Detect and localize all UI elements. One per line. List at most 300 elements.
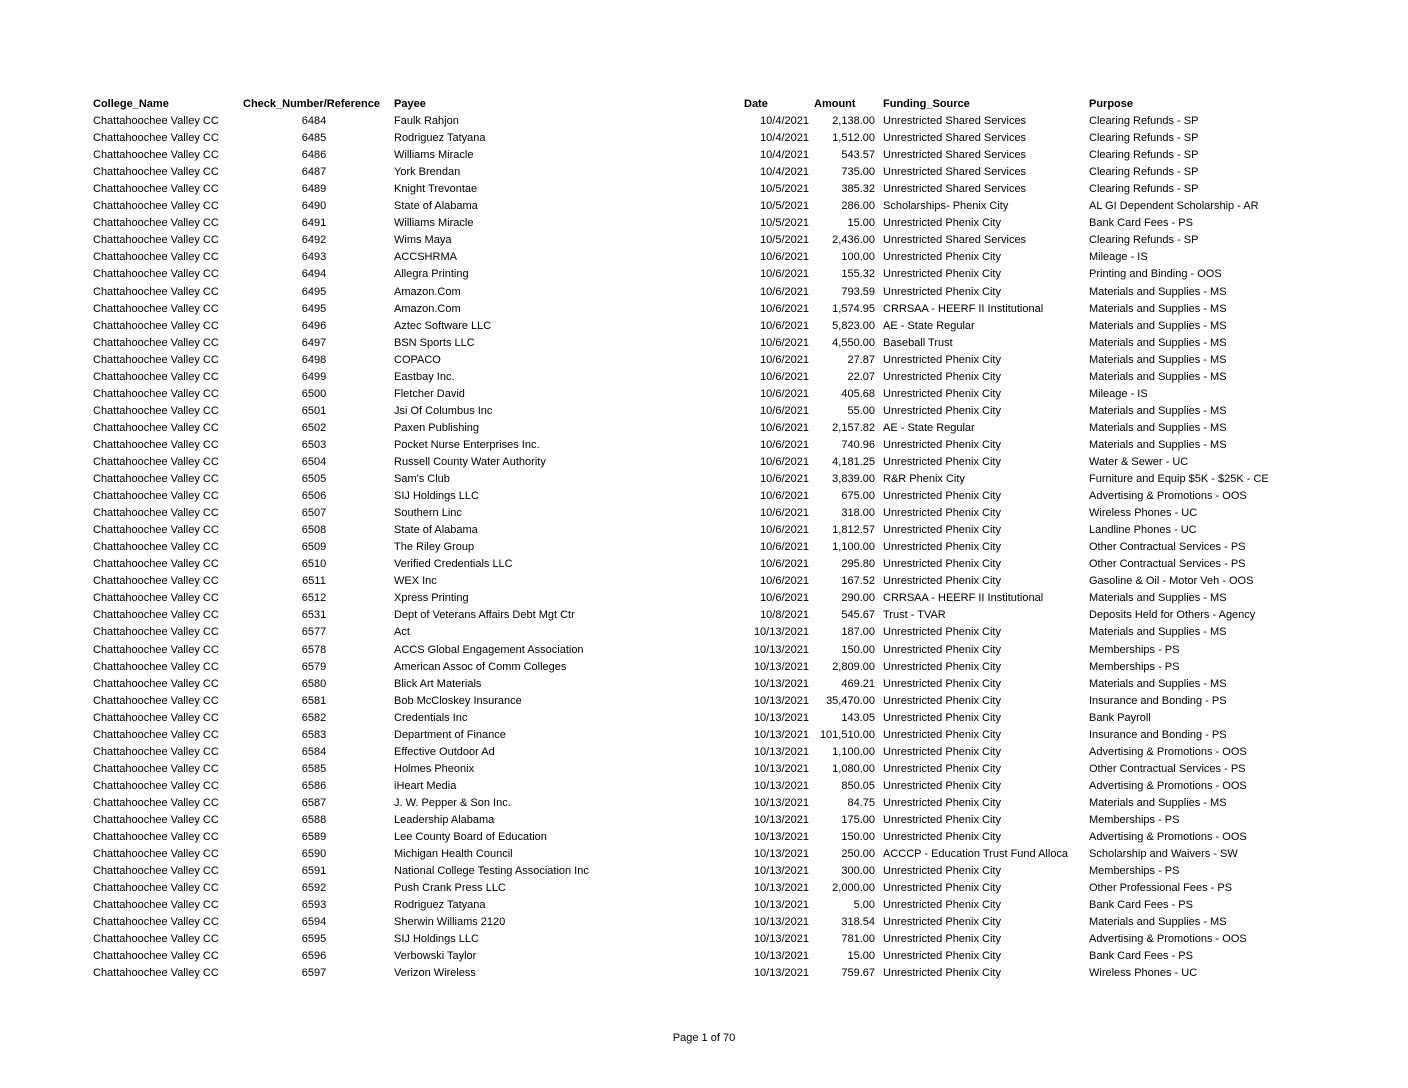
cell-college-name: Chattahoochee Valley CC (93, 933, 219, 946)
cell-amount: 15.00 (847, 217, 875, 230)
cell-amount: 175.00 (841, 813, 875, 826)
table-row (0, 965, 1408, 982)
cell-funding-source: Unrestricted Phenix City (883, 490, 1001, 503)
cell-purpose: Materials and Supplies - MS (1089, 353, 1227, 366)
cell-check-number: 6587 (301, 796, 327, 809)
cell-college-name: Chattahoochee Valley CC (93, 319, 219, 332)
cell-purpose: Memberships - PS (1089, 643, 1180, 656)
table-row (0, 744, 1408, 761)
cell-amount: 4,181.25 (832, 455, 875, 468)
cell-check-number: 6592 (301, 882, 327, 895)
cell-payee: Xpress Printing (394, 592, 469, 605)
cell-amount: 850.05 (841, 779, 875, 792)
cell-amount: 2,138.00 (832, 115, 875, 128)
cell-purpose: Materials and Supplies - MS (1089, 336, 1227, 349)
cell-funding-source: Unrestricted Phenix City (883, 387, 1001, 400)
cell-payee: Lee County Board of Education (394, 831, 547, 844)
table-row (0, 164, 1408, 181)
cell-funding-source: Baseball Trust (883, 336, 953, 349)
cell-amount: 155.32 (841, 268, 875, 281)
cell-payee: Allegra Printing (394, 268, 469, 281)
cell-payee: Rodriguez Tatyana (394, 132, 486, 145)
cell-payee: The Riley Group (394, 541, 475, 554)
cell-payee: York Brendan (394, 166, 461, 179)
table-row (0, 863, 1408, 880)
cell-funding-source: Scholarships- Phenix City (883, 200, 1009, 213)
cell-amount: 167.52 (841, 575, 875, 588)
cell-payee: Dept of Veterans Affairs Debt Mgt Ctr (394, 609, 575, 622)
cell-payee: SIJ Holdings LLC (394, 933, 479, 946)
cell-funding-source: Unrestricted Phenix City (883, 643, 1001, 656)
cell-check-number: 6583 (301, 728, 327, 741)
cell-amount: 1,100.00 (832, 745, 875, 758)
header-purpose: Purpose (1089, 98, 1134, 110)
cell-college-name: Chattahoochee Valley CC (93, 132, 219, 145)
cell-payee: COPACO (394, 353, 441, 366)
cell-check-number: 6487 (301, 166, 327, 179)
cell-purpose: Mileage - IS (1089, 387, 1148, 400)
cell-college-name: Chattahoochee Valley CC (93, 745, 219, 758)
cell-date: 10/5/2021 (760, 200, 809, 213)
cell-payee: Verbowski Taylor (394, 950, 477, 963)
table-row (0, 573, 1408, 590)
cell-check-number: 6594 (301, 916, 327, 929)
cell-college-name: Chattahoochee Valley CC (93, 490, 219, 503)
cell-funding-source: Unrestricted Shared Services (883, 132, 1027, 145)
table-row (0, 215, 1408, 232)
cell-check-number: 6505 (301, 473, 327, 486)
cell-college-name: Chattahoochee Valley CC (93, 950, 219, 963)
cell-funding-source: Unrestricted Phenix City (883, 865, 1001, 878)
cell-college-name: Chattahoochee Valley CC (93, 626, 219, 639)
table-row (0, 931, 1408, 948)
header-check-number: Check_Number/Reference (243, 98, 380, 110)
cell-date: 10/13/2021 (753, 916, 809, 929)
cell-payee: Michigan Health Council (394, 848, 513, 861)
cell-college-name: Chattahoochee Valley CC (93, 473, 219, 486)
cell-funding-source: Unrestricted Phenix City (883, 251, 1001, 264)
cell-purpose: Advertising & Promotions - OOS (1089, 779, 1247, 792)
cell-payee: Blick Art Materials (394, 677, 482, 690)
cell-amount: 295.80 (841, 558, 875, 571)
cell-amount: 405.68 (841, 387, 875, 400)
cell-purpose: Materials and Supplies - MS (1089, 404, 1227, 417)
cell-college-name: Chattahoochee Valley CC (93, 387, 219, 400)
cell-date: 10/6/2021 (760, 370, 809, 383)
cell-funding-source: Unrestricted Phenix City (883, 711, 1001, 724)
cell-funding-source: Trust - TVAR (883, 609, 946, 622)
cell-purpose: Clearing Refunds - SP (1089, 115, 1199, 128)
table-row (0, 693, 1408, 710)
cell-funding-source: Unrestricted Phenix City (883, 728, 1001, 741)
cell-check-number: 6501 (301, 404, 327, 417)
table-row (0, 880, 1408, 897)
table-row (0, 590, 1408, 607)
cell-college-name: Chattahoochee Valley CC (93, 200, 219, 213)
cell-check-number: 6597 (301, 967, 327, 980)
cell-purpose: Water & Sewer - UC (1089, 455, 1189, 468)
cell-college-name: Chattahoochee Valley CC (93, 796, 219, 809)
cell-college-name: Chattahoochee Valley CC (93, 115, 219, 128)
cell-purpose: Memberships - PS (1089, 660, 1180, 673)
cell-amount: 1,512.00 (832, 132, 875, 145)
cell-amount: 143.05 (841, 711, 875, 724)
cell-date: 10/5/2021 (760, 217, 809, 230)
cell-amount: 35,470.00 (826, 694, 875, 707)
cell-date: 10/6/2021 (760, 541, 809, 554)
cell-funding-source: Unrestricted Phenix City (883, 796, 1001, 809)
cell-date: 10/13/2021 (753, 745, 809, 758)
table-row (0, 420, 1408, 437)
cell-funding-source: Unrestricted Shared Services (883, 166, 1027, 179)
cell-check-number: 6596 (301, 950, 327, 963)
cell-check-number: 6502 (301, 421, 327, 434)
cell-date: 10/6/2021 (760, 421, 809, 434)
table-row (0, 403, 1408, 420)
cell-payee: Jsi Of Columbus Inc (394, 404, 493, 417)
table-row (0, 948, 1408, 965)
table-row (0, 642, 1408, 659)
cell-purpose: Other Professional Fees - PS (1089, 882, 1233, 895)
header-college-name: College_Name (93, 98, 169, 110)
cell-purpose: Printing and Binding - OOS (1089, 268, 1222, 281)
cell-date: 10/4/2021 (760, 149, 809, 162)
cell-amount: 100.00 (841, 251, 875, 264)
cell-college-name: Chattahoochee Valley CC (93, 353, 219, 366)
cell-amount: 740.96 (841, 438, 875, 451)
cell-payee: Verizon Wireless (394, 967, 476, 980)
cell-payee: Fletcher David (394, 387, 465, 400)
table-row (0, 437, 1408, 454)
cell-payee: Act (394, 626, 410, 639)
cell-date: 10/13/2021 (753, 677, 809, 690)
cell-funding-source: ACCCP - Education Trust Fund Alloca (883, 848, 1069, 861)
cell-check-number: 6512 (301, 592, 327, 605)
cell-purpose: AL GI Dependent Scholarship - AR (1089, 200, 1259, 213)
cell-date: 10/6/2021 (760, 524, 809, 537)
cell-date: 10/6/2021 (760, 438, 809, 451)
cell-funding-source: Unrestricted Phenix City (883, 933, 1001, 946)
cell-college-name: Chattahoochee Valley CC (93, 609, 219, 622)
cell-amount: 4,550.00 (832, 336, 875, 349)
cell-college-name: Chattahoochee Valley CC (93, 967, 219, 980)
table-row (0, 539, 1408, 556)
cell-check-number: 6489 (301, 183, 327, 196)
cell-purpose: Materials and Supplies - MS (1089, 421, 1227, 434)
table-row (0, 471, 1408, 488)
cell-payee: J. W. Pepper & Son Inc. (394, 796, 511, 809)
cell-amount: 2,809.00 (832, 660, 875, 673)
table-row (0, 914, 1408, 931)
cell-amount: 2,436.00 (832, 234, 875, 247)
cell-check-number: 6506 (301, 490, 327, 503)
cell-check-number: 6497 (301, 336, 327, 349)
cell-date: 10/6/2021 (760, 507, 809, 520)
cell-funding-source: Unrestricted Phenix City (883, 813, 1001, 826)
cell-payee: Southern Linc (394, 507, 462, 520)
cell-check-number: 6485 (301, 132, 327, 145)
cell-date: 10/13/2021 (753, 694, 809, 707)
cell-funding-source: R&R Phenix City (883, 473, 965, 486)
cell-payee: Rodriguez Tatyana (394, 899, 486, 912)
table-row (0, 607, 1408, 624)
cell-college-name: Chattahoochee Valley CC (93, 166, 219, 179)
cell-funding-source: Unrestricted Shared Services (883, 149, 1027, 162)
cell-college-name: Chattahoochee Valley CC (93, 507, 219, 520)
cell-funding-source: Unrestricted Phenix City (883, 268, 1001, 281)
cell-amount: 187.00 (841, 626, 875, 639)
cell-payee: Effective Outdoor Ad (394, 745, 495, 758)
header-amount: Amount (814, 98, 856, 110)
cell-funding-source: Unrestricted Phenix City (883, 524, 1001, 537)
cell-funding-source: Unrestricted Phenix City (883, 353, 1001, 366)
cell-date: 10/8/2021 (760, 609, 809, 622)
cell-college-name: Chattahoochee Valley CC (93, 660, 219, 673)
cell-date: 10/6/2021 (760, 251, 809, 264)
cell-purpose: Landline Phones - UC (1089, 524, 1197, 537)
cell-college-name: Chattahoochee Valley CC (93, 865, 219, 878)
cell-date: 10/13/2021 (753, 711, 809, 724)
cell-check-number: 6578 (301, 643, 327, 656)
cell-payee: Verified Credentials LLC (394, 558, 513, 571)
cell-date: 10/13/2021 (753, 831, 809, 844)
table-row (0, 556, 1408, 573)
cell-funding-source: Unrestricted Phenix City (883, 438, 1001, 451)
table-row (0, 710, 1408, 727)
cell-funding-source: CRRSAA - HEERF II Institutional (883, 592, 1044, 605)
cell-purpose: Deposits Held for Others - Agency (1089, 609, 1256, 622)
cell-amount: 385.32 (841, 183, 875, 196)
cell-payee: ACCS Global Engagement Association (394, 643, 584, 656)
cell-purpose: Insurance and Bonding - PS (1089, 728, 1227, 741)
cell-payee: Sam's Club (394, 473, 450, 486)
cell-check-number: 6496 (301, 319, 327, 332)
cell-date: 10/4/2021 (760, 166, 809, 179)
cell-date: 10/13/2021 (753, 950, 809, 963)
cell-purpose: Materials and Supplies - MS (1089, 285, 1227, 298)
cell-amount: 300.00 (841, 865, 875, 878)
cell-payee: Leadership Alabama (394, 813, 495, 826)
cell-amount: 735.00 (841, 166, 875, 179)
cell-amount: 781.00 (841, 933, 875, 946)
table-row (0, 488, 1408, 505)
cell-funding-source: CRRSAA - HEERF II Institutional (883, 302, 1044, 315)
table-row (0, 386, 1408, 403)
cell-college-name: Chattahoochee Valley CC (93, 302, 219, 315)
cell-payee: BSN Sports LLC (394, 336, 475, 349)
cell-check-number: 6486 (301, 149, 327, 162)
cell-amount: 2,000.00 (832, 882, 875, 895)
cell-date: 10/4/2021 (760, 132, 809, 145)
cell-check-number: 6531 (301, 609, 327, 622)
cell-date: 10/13/2021 (753, 967, 809, 980)
cell-check-number: 6508 (301, 524, 327, 537)
cell-date: 10/13/2021 (753, 848, 809, 861)
table-row (0, 301, 1408, 318)
table-row (0, 624, 1408, 641)
cell-check-number: 6499 (301, 370, 327, 383)
cell-college-name: Chattahoochee Valley CC (93, 234, 219, 247)
cell-college-name: Chattahoochee Valley CC (93, 455, 219, 468)
cell-check-number: 6586 (301, 779, 327, 792)
cell-funding-source: Unrestricted Shared Services (883, 115, 1027, 128)
cell-college-name: Chattahoochee Valley CC (93, 217, 219, 230)
cell-payee: Faulk Rahjon (394, 115, 459, 128)
cell-college-name: Chattahoochee Valley CC (93, 268, 219, 281)
cell-amount: 22.07 (847, 370, 875, 383)
cell-college-name: Chattahoochee Valley CC (93, 183, 219, 196)
cell-payee: Russell County Water Authority (394, 455, 546, 468)
cell-check-number: 6498 (301, 353, 327, 366)
cell-payee: Department of Finance (394, 728, 506, 741)
cell-purpose: Clearing Refunds - SP (1089, 183, 1199, 196)
cell-funding-source: Unrestricted Phenix City (883, 916, 1001, 929)
cell-purpose: Materials and Supplies - MS (1089, 796, 1227, 809)
cell-funding-source: Unrestricted Phenix City (883, 694, 1001, 707)
cell-purpose: Bank Card Fees - PS (1089, 217, 1193, 230)
cell-amount: 1,100.00 (832, 541, 875, 554)
cell-amount: 1,080.00 (832, 762, 875, 775)
cell-amount: 55.00 (847, 404, 875, 417)
cell-funding-source: AE - State Regular (883, 319, 975, 332)
cell-payee: Eastbay Inc. (394, 370, 455, 383)
cell-funding-source: Unrestricted Phenix City (883, 370, 1001, 383)
cell-college-name: Chattahoochee Valley CC (93, 524, 219, 537)
cell-amount: 290.00 (841, 592, 875, 605)
cell-funding-source: Unrestricted Phenix City (883, 831, 1001, 844)
cell-funding-source: Unrestricted Phenix City (883, 745, 1001, 758)
cell-payee: Holmes Pheonix (394, 762, 475, 775)
cell-purpose: Bank Card Fees - PS (1089, 899, 1193, 912)
cell-payee: Amazon.Com (394, 302, 461, 315)
cell-amount: 150.00 (841, 643, 875, 656)
cell-amount: 545.67 (841, 609, 875, 622)
cell-payee: Paxen Publishing (394, 421, 480, 434)
cell-funding-source: Unrestricted Phenix City (883, 660, 1001, 673)
cell-payee: Amazon.Com (394, 285, 461, 298)
cell-date: 10/6/2021 (760, 575, 809, 588)
cell-amount: 759.67 (841, 967, 875, 980)
cell-purpose: Other Contractual Services - PS (1089, 558, 1246, 571)
cell-check-number: 6591 (301, 865, 327, 878)
cell-check-number: 6500 (301, 387, 327, 400)
cell-date: 10/6/2021 (760, 490, 809, 503)
cell-payee: Credentials Inc (394, 711, 468, 724)
table-row (0, 130, 1408, 147)
cell-college-name: Chattahoochee Valley CC (93, 899, 219, 912)
cell-college-name: Chattahoochee Valley CC (93, 421, 219, 434)
cell-check-number: 6490 (301, 200, 327, 213)
cell-payee: WEX Inc (394, 575, 437, 588)
cell-date: 10/6/2021 (760, 455, 809, 468)
cell-college-name: Chattahoochee Valley CC (93, 728, 219, 741)
cell-date: 10/13/2021 (753, 626, 809, 639)
cell-purpose: Mileage - IS (1089, 251, 1148, 264)
table-row (0, 454, 1408, 471)
cell-college-name: Chattahoochee Valley CC (93, 762, 219, 775)
cell-funding-source: Unrestricted Phenix City (883, 779, 1001, 792)
cell-check-number: 6577 (301, 626, 327, 639)
table-body (0, 113, 1408, 982)
cell-purpose: Advertising & Promotions - OOS (1089, 831, 1247, 844)
cell-amount: 250.00 (841, 848, 875, 861)
cell-purpose: Clearing Refunds - SP (1089, 234, 1199, 247)
cell-funding-source: Unrestricted Phenix City (883, 541, 1001, 554)
cell-funding-source: Unrestricted Phenix City (883, 762, 1001, 775)
cell-amount: 675.00 (841, 490, 875, 503)
cell-payee: State of Alabama (394, 524, 478, 537)
cell-check-number: 6580 (301, 677, 327, 690)
table-row (0, 761, 1408, 778)
cell-check-number: 6491 (301, 217, 327, 230)
cell-date: 10/13/2021 (753, 728, 809, 741)
cell-purpose: Materials and Supplies - MS (1089, 677, 1227, 690)
cell-check-number: 6495 (301, 302, 327, 315)
cell-purpose: Gasoline & Oil - Motor Veh - OOS (1089, 575, 1254, 588)
cell-date: 10/6/2021 (760, 404, 809, 417)
cell-check-number: 6582 (301, 711, 327, 724)
cell-check-number: 6503 (301, 438, 327, 451)
cell-check-number: 6493 (301, 251, 327, 264)
table-row (0, 795, 1408, 812)
cell-check-number: 6511 (302, 575, 326, 588)
table-row (0, 812, 1408, 829)
cell-purpose: Bank Payroll (1089, 711, 1151, 724)
cell-payee: SIJ Holdings LLC (394, 490, 479, 503)
table-row (0, 522, 1408, 539)
table-row (0, 846, 1408, 863)
table-row (0, 829, 1408, 846)
table-header-row (0, 96, 1408, 113)
cell-check-number: 6492 (301, 234, 327, 247)
cell-payee: Push Crank Press LLC (394, 882, 506, 895)
cell-amount: 318.54 (841, 916, 875, 929)
cell-funding-source: Unrestricted Phenix City (883, 967, 1001, 980)
cell-funding-source: Unrestricted Shared Services (883, 183, 1027, 196)
cell-check-number: 6588 (301, 813, 327, 826)
cell-amount: 101,510.00 (819, 728, 875, 741)
cell-college-name: Chattahoochee Valley CC (93, 831, 219, 844)
cell-payee: ACCSHRMA (394, 251, 457, 264)
cell-purpose: Furniture and Equip $5K - $25K - CE (1089, 473, 1269, 486)
table-row (0, 181, 1408, 198)
cell-funding-source: Unrestricted Phenix City (883, 575, 1001, 588)
cell-funding-source: Unrestricted Phenix City (883, 455, 1001, 468)
cell-amount: 84.75 (847, 796, 875, 809)
cell-date: 10/13/2021 (753, 899, 809, 912)
cell-payee: Bob McCloskey Insurance (394, 694, 522, 707)
cell-payee: Williams Miracle (394, 149, 474, 162)
cell-amount: 150.00 (841, 831, 875, 844)
cell-date: 10/13/2021 (753, 933, 809, 946)
table-row (0, 505, 1408, 522)
cell-funding-source: Unrestricted Shared Services (883, 234, 1027, 247)
cell-purpose: Materials and Supplies - MS (1089, 916, 1227, 929)
cell-date: 10/13/2021 (753, 796, 809, 809)
cell-amount: 2,157.82 (832, 421, 875, 434)
cell-date: 10/13/2021 (753, 762, 809, 775)
cell-payee: National College Testing Association Inc (394, 865, 589, 878)
cell-payee: Knight Trevontae (394, 183, 478, 196)
cell-purpose: Advertising & Promotions - OOS (1089, 933, 1247, 946)
cell-purpose: Advertising & Promotions - OOS (1089, 745, 1247, 758)
table-row (0, 249, 1408, 266)
spreadsheet-page (0, 96, 1408, 982)
cell-college-name: Chattahoochee Valley CC (93, 575, 219, 588)
table-row (0, 659, 1408, 676)
cell-payee: Pocket Nurse Enterprises Inc. (394, 438, 540, 451)
cell-college-name: Chattahoochee Valley CC (93, 541, 219, 554)
